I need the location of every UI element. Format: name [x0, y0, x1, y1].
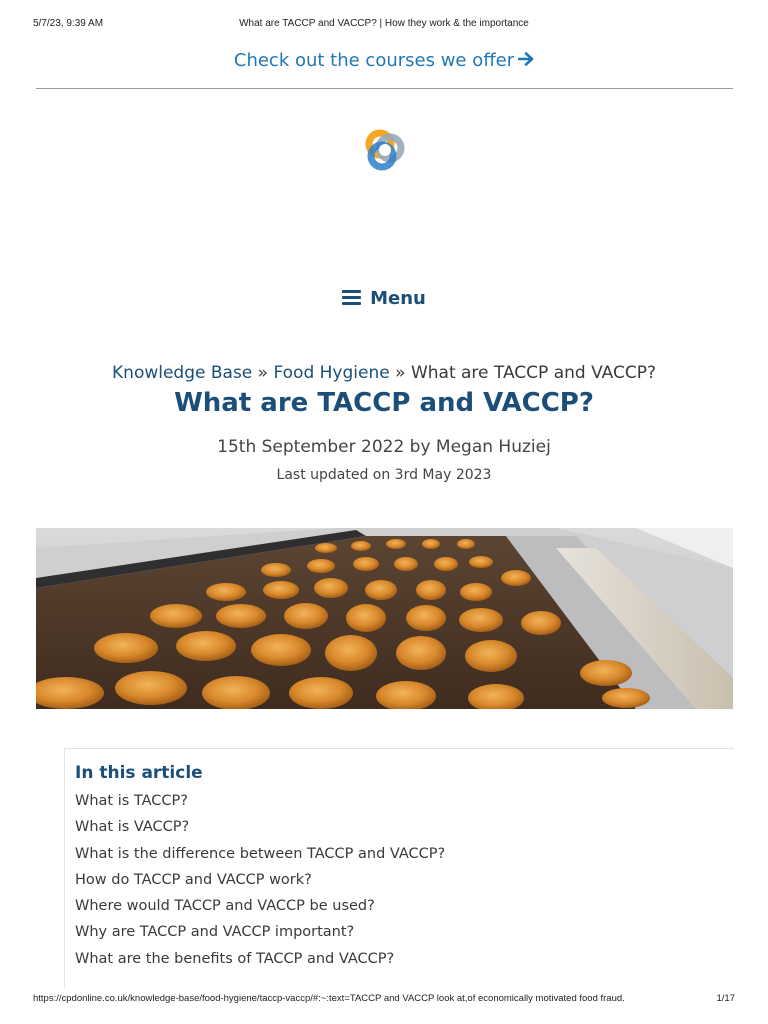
print-header [0, 18, 768, 32]
breadcrumb-food-hygiene[interactable]: Food Hygiene [273, 363, 390, 383]
breadcrumb-separator: » [257, 363, 269, 383]
toc-item-how-they-work[interactable]: How do TACCP and VACCP work? [75, 871, 312, 888]
print-footer [0, 993, 768, 1007]
divider [36, 88, 733, 89]
breadcrumb-separator: » [395, 363, 406, 383]
toc-item-why-important[interactable]: Why are TACCP and VACCP important? [75, 924, 355, 941]
menu-label: Menu [370, 288, 426, 309]
breadcrumb-knowledge-base[interactable]: Knowledge Base [112, 363, 253, 383]
courses-link[interactable] [234, 50, 534, 71]
page-title: What are TACCP and VACCP? [174, 388, 594, 418]
toc-item-what-is-taccp[interactable]: What is TACCP? [75, 793, 188, 809]
breadcrumb-current: What are TACCP and VACCP? [410, 363, 656, 383]
toc-list [75, 793, 445, 977]
site-logo[interactable] [362, 128, 408, 174]
toc-item-benefits[interactable]: What are the benefits of TACCP and VACCP? [75, 950, 395, 967]
cpd-online-logo-icon [362, 128, 408, 174]
toc-item-where-used[interactable]: Where would TACCP and VACCP be used? [75, 898, 375, 915]
print-page-number: 1/17 [716, 993, 735, 1004]
toc-item-what-is-vaccp[interactable]: What is VACCP? [75, 819, 190, 836]
article-byline: 15th September 2022 by Megan Huziej [217, 437, 551, 457]
hamburger-icon [342, 290, 361, 305]
bread-conveyor-illustration [36, 528, 733, 709]
arrow-right-icon [518, 50, 534, 71]
article-last-updated: Last updated on 3rd May 2023 [276, 467, 492, 483]
print-datetime: 5/7/23, 9:39 AM [33, 18, 104, 29]
print-url: https://cpdonline.co.uk/knowledge-base/food-hygiene/taccp-vaccp/#:~:text=TACCP and VACCP look at,of economically motivated food fraud. [33, 993, 625, 1004]
hero-image [36, 528, 733, 709]
breadcrumb [0, 363, 768, 383]
print-doc-title: What are TACCP and VACCP? | How they work & the importance [239, 18, 529, 29]
courses-link-label: Check out the courses we offer [233, 50, 515, 71]
menu-toggle[interactable] [0, 288, 768, 309]
promo-banner [0, 50, 768, 71]
toc-heading: In this article [75, 763, 203, 783]
toc-item-difference[interactable]: What is the difference between TACCP and VACCP? [75, 845, 446, 862]
table-of-contents [64, 748, 734, 988]
